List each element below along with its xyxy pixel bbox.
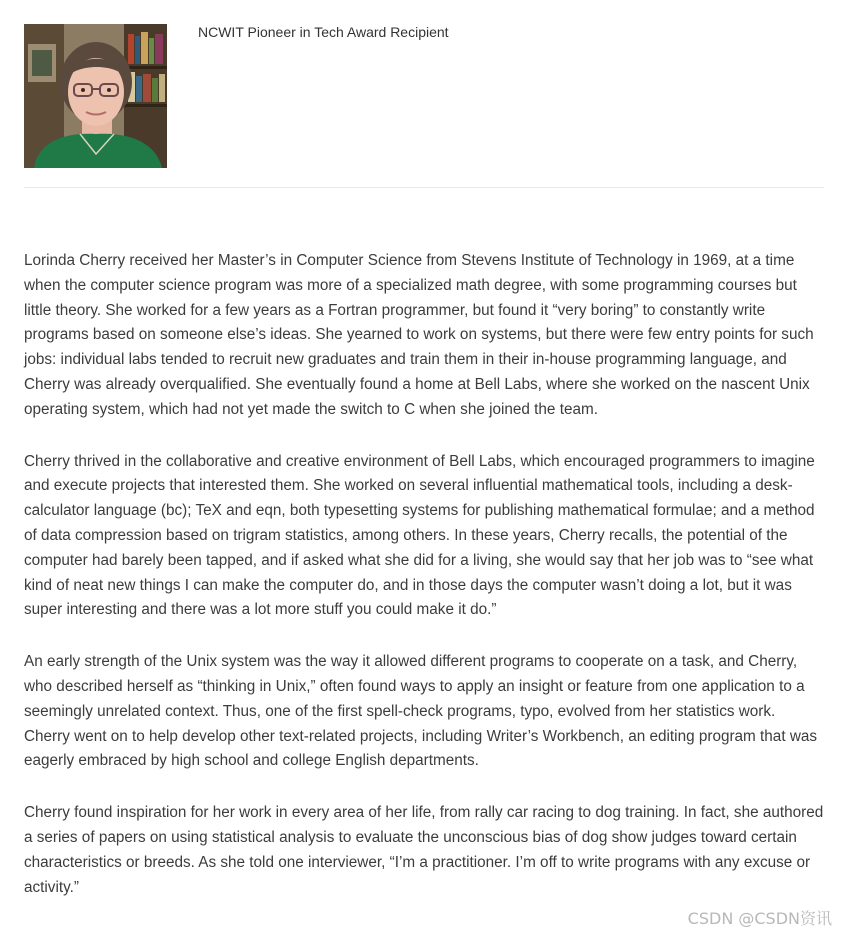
- article-paragraph: An early strength of the Unix system was the way it allowed different programs to cooperate on a task, and Cherry, who described herself as “thinking in Unix,” often found ways to apply an insight or feature from one application to a seemingly unrelated context. Thus, one of the first spell-check programs, typo, evolved from her statistics work. Cherry went on to help develop other text-related projects, including Writer’s Workbench, an editing program that was eagerly embraced by high school and college English departments.: [24, 653, 818, 770]
- award-title: NCWIT Pioneer in Tech Award Recipient: [198, 24, 449, 40]
- watermark: CSDN @CSDN资讯: [687, 909, 832, 928]
- article-paragraph: Cherry thrived in the collaborative and creative environment of Bell Labs, which encouraged programmers to imagine and execute projects that interested them. She worked on several influential mathematical tools, including a desk-calculator language (bc); TeX and eqn, both typesetting systems for publishing mathematical formulae; and a method of data compression based on trigram statistics, among others. In these years, Cherry recalls, the potential of the computer had barely been tapped, and if asked what she did for a living, she would say that her job was to “see what kind of neat new things I can make the computer do, and in those days the computer wasn’t doing a lot, but it was super interesting and there was a lot more stuff you could make it do.”: [24, 452, 815, 619]
- article-paragraph: Lorinda Cherry received her Master’s in Computer Science from Stevens Institute of Technology in 1969, at a time when the computer science program was more of a specialized math degree, with some programming courses but little theory. She worked for a few years as a Fortran programmer, but found it “very boring” to constantly write programs based on someone else’s ideas. She yearned to work on systems, but there were few entry points for such jobs: individual labs tended to recruit new graduates and train them in their in-house programming language, and Cherry was already overqualified. She eventually found a home at Bell Labs, where she worked on the nascent Unix operating system, which had not yet made the switch to C when she joined the team.: [24, 252, 814, 418]
- article-body: [24, 249, 824, 927]
- profile-header: [24, 24, 824, 168]
- article-paragraph: Cherry found inspiration for her work in every area of her life, from rally car racing to dog training. In fact, she authored a series of papers on using statistical analysis to evaluate the unconscious bias of dog show judges toward certain characteristics or breeds. As she told one interviewer, “I’m a practitioner. I’m off to write programs with any excuse or activity.”: [24, 804, 824, 896]
- portrait-photo: [24, 24, 167, 168]
- section-divider: [24, 187, 824, 188]
